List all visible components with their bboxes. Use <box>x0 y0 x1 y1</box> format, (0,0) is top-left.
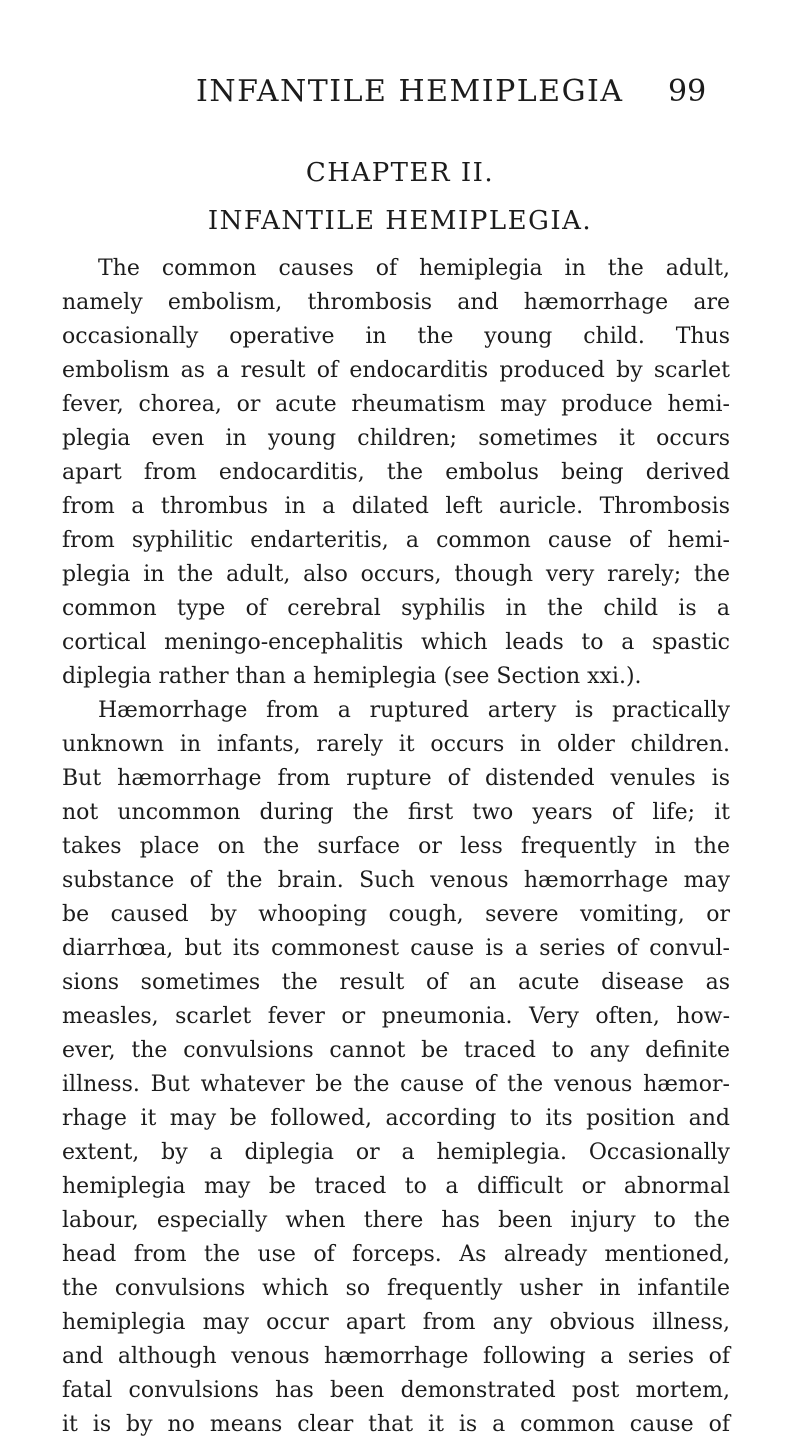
text-line: rhage it may be followed, according to its position and <box>62 1106 730 1131</box>
text-line: labour, especially when there has been injury to the <box>62 1208 730 1233</box>
text-line: plegia even in young children; sometimes it occurs <box>62 426 730 451</box>
text-line: diplegia rather than a hemiplegia (see Section xxi.). <box>62 664 642 689</box>
text-line: from a thrombus in a dilated left auricle. Thrombosis <box>62 494 730 519</box>
text-line: the convulsions which so frequently usher in infantile <box>62 1276 730 1301</box>
text-line: sions sometimes the result of an acute disease as <box>62 970 730 995</box>
text-line: fever, chorea, or acute rheumatism may produce hemi- <box>62 392 730 417</box>
body-text <box>62 252 730 1442</box>
text-line: cortical meningo-encephalitis which leads to a spastic <box>62 630 730 655</box>
text-line: The common causes of hemiplegia in the adult, <box>98 256 730 281</box>
text-line: plegia in the adult, also occurs, though very rarely; the <box>62 562 730 587</box>
text-line: But hæmorrhage from rupture of distended venules is <box>62 766 730 791</box>
text-line: from syphilitic endarteritis, a common cause of hemi- <box>62 528 730 553</box>
text-line: hemiplegia may be traced to a difficult or abnormal <box>62 1174 730 1199</box>
page-number: 99 <box>668 74 707 109</box>
chapter-title: INFANTILE HEMIPLEGIA. <box>207 206 593 236</box>
text-line: illness. But whatever be the cause of the venous hæmor- <box>62 1072 730 1097</box>
text-line: head from the use of forceps. As already mentioned, <box>62 1242 730 1267</box>
text-line: and although venous hæmorrhage following a series of <box>62 1344 730 1369</box>
text-line: embolism as a result of endocarditis produced by scarlet <box>62 358 730 383</box>
text-line: occasionally operative in the young child. Thus <box>62 324 730 349</box>
text-line: hemiplegia may occur apart from any obvious illness, <box>62 1310 730 1335</box>
text-line: apart from endocarditis, the embolus being derived <box>62 460 730 485</box>
text-line: common type of cerebral syphilis in the child is a <box>62 596 730 621</box>
text-line: measles, scarlet fever or pneumonia. Very often, how- <box>62 1004 730 1029</box>
text-line: ever, the convulsions cannot be traced to any definite <box>62 1038 730 1063</box>
text-line: takes place on the surface or less frequently in the <box>62 834 730 859</box>
text-line: it is by no means clear that it is a common cause of <box>62 1412 730 1437</box>
chapter-label: CHAPTER II. <box>305 158 495 188</box>
text-line: fatal convulsions has been demonstrated post mortem, <box>62 1378 730 1403</box>
text-line: be caused by whooping cough, severe vomiting, or <box>62 902 730 927</box>
text-line: extent, by a diplegia or a hemiplegia. Occasionally <box>62 1140 730 1165</box>
text-line: substance of the brain. Such venous hæmorrhage may <box>62 868 730 893</box>
text-line: namely embolism, thrombosis and hæmorrhage are <box>62 290 730 315</box>
text-line: unknown in infants, rarely it occurs in older children. <box>62 732 730 757</box>
text-line: Hæmorrhage from a ruptured artery is practically <box>98 698 730 723</box>
running-head <box>0 74 800 114</box>
running-title: INFANTILE HEMIPLEGIA <box>196 74 624 109</box>
text-line: not uncommon during the first two years of life; it <box>62 800 730 825</box>
text-line: diarrhœa, but its commonest cause is a series of convul- <box>62 936 730 961</box>
